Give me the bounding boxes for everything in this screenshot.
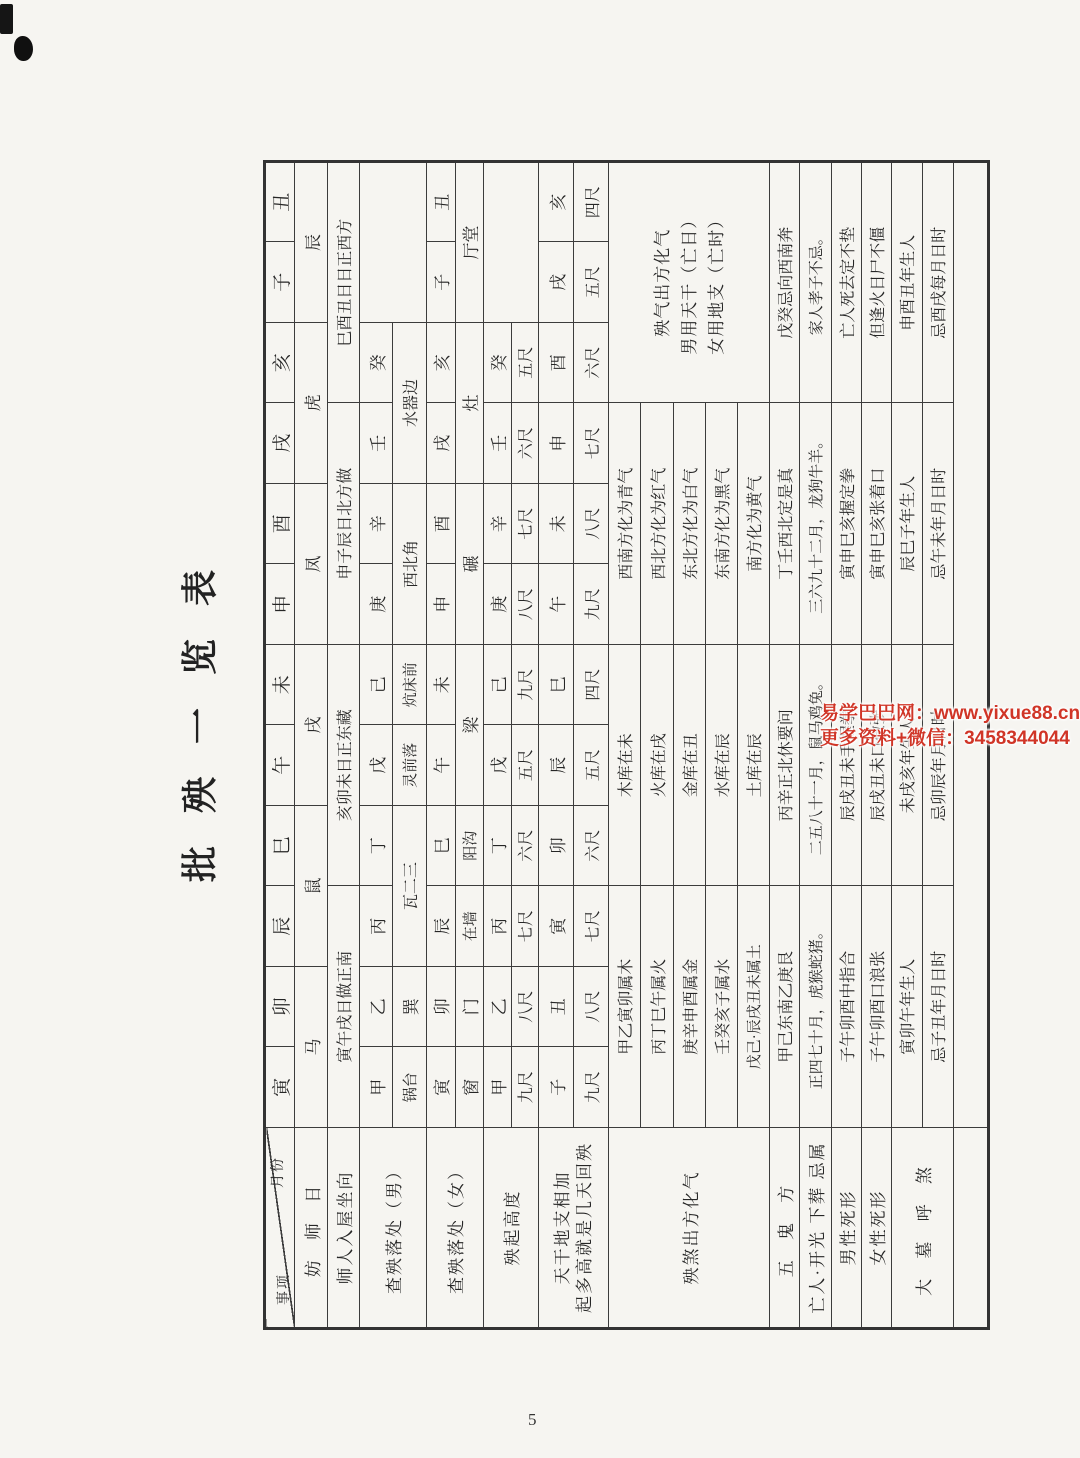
cell: 庚 — [360, 564, 393, 645]
row-zuoxiang — [328, 162, 360, 1329]
cell: 壬 — [360, 403, 393, 484]
cell: 东南方化为黑气 — [705, 403, 737, 645]
cell: 卯 — [426, 967, 455, 1048]
cell: 子 — [539, 1047, 574, 1128]
empty-cell — [953, 162, 988, 1128]
cell: 酉 — [426, 484, 455, 565]
cell: 家人孝子不忌。 — [800, 162, 832, 404]
cell: 丙 — [483, 886, 511, 967]
cell: 辰 — [426, 886, 455, 967]
cell: 丙丁巳午属火 — [641, 886, 673, 1128]
branch-header: 戌 — [265, 403, 295, 484]
note-line: 殃气出方化气 — [652, 228, 672, 337]
cell: 辰巳子年生人 — [892, 403, 922, 645]
cell: 亥 — [426, 323, 455, 404]
months-corner-label: 月份 — [271, 1156, 286, 1188]
cell: 乙 — [483, 967, 511, 1048]
cell: 戊己·辰戌丑未属土 — [737, 886, 769, 1128]
cell: 三六九十二月，龙狗牛羊。 — [800, 403, 832, 645]
cell: 寅卯午年生人 — [892, 886, 922, 1128]
cell: 八尺 — [574, 484, 609, 565]
cell: 九尺 — [511, 1047, 538, 1128]
branch-header: 午 — [265, 725, 295, 806]
cell: 八尺 — [511, 564, 538, 645]
cell: 炕床前 — [393, 645, 426, 726]
cell: 庚辛申酉属金 — [673, 886, 705, 1128]
cell: 寅申巳亥张着口 — [862, 403, 892, 645]
cell: 西北方化为红气 — [641, 403, 673, 645]
cell: 六尺 — [511, 806, 538, 887]
cell: 六尺 — [574, 806, 609, 887]
cell: 阳沟 — [455, 806, 483, 887]
branch-header: 申 — [265, 564, 295, 645]
cell: 灵前落 — [393, 725, 426, 806]
cell: 子午卯酉中指合 — [832, 886, 862, 1128]
branch-header: 辰 — [265, 886, 295, 967]
row-label-line2: 起多高就是几天回殃 — [574, 1142, 594, 1313]
cell: 七尺 — [574, 886, 609, 967]
cell: 卯 — [539, 806, 574, 887]
cell: 未戌亥年生人 — [892, 645, 922, 887]
cell: 七尺 — [511, 886, 538, 967]
branch-header: 丑 — [265, 162, 295, 243]
row-label: 亡人·开光 下葬 忌属 — [800, 1128, 832, 1329]
cell: 寅午戌日做正南 — [328, 886, 360, 1128]
cell: 癸 — [483, 323, 511, 404]
cell: 寅 — [426, 1047, 455, 1128]
cell: 五尺 — [574, 242, 609, 323]
cell: 壬癸亥子属水 — [705, 886, 737, 1128]
cell: 丑 — [426, 162, 455, 243]
cell: 四尺 — [574, 645, 609, 726]
cell: 虎 — [295, 323, 328, 484]
cell: 巳酉丑日日正西方 — [328, 162, 360, 404]
cell: 碾 — [455, 484, 483, 645]
row-label: 女性死形 — [862, 1128, 892, 1329]
cell: 子 — [426, 242, 455, 323]
cell: 八尺 — [511, 967, 538, 1048]
cell: 木库在未 — [609, 645, 641, 887]
cell: 六尺 — [574, 323, 609, 404]
cell: 忌酉戌每月日时 — [922, 162, 953, 404]
cell: 梁 — [455, 645, 483, 806]
scan-artifact — [14, 36, 33, 61]
cell: 申酉丑年生人 — [892, 162, 922, 404]
cell: 七尺 — [574, 403, 609, 484]
scan-artifact — [0, 4, 13, 34]
row-label: 师人入屋坐向 — [328, 1128, 360, 1329]
row-luochu-male-stems — [360, 162, 393, 1329]
header-row — [265, 162, 295, 1329]
cell: 金库在丑 — [673, 645, 705, 887]
cell: 九尺 — [511, 645, 538, 726]
cell: 五尺 — [511, 323, 538, 404]
cell: 鼠 — [295, 806, 328, 967]
cell: 水库在辰 — [705, 645, 737, 887]
huaqi-note-cell — [609, 162, 770, 404]
row-fangshiri — [295, 162, 328, 1329]
empty-cell — [360, 162, 426, 323]
cell: 甲 — [483, 1047, 511, 1128]
cell: 忌卯辰年月日时 — [922, 645, 953, 887]
cell: 丁壬西北定是真 — [769, 403, 799, 645]
row-label: 五 鬼 方 — [769, 1128, 799, 1329]
cell: 子午卯酉口浪张 — [862, 886, 892, 1128]
cell: 辰 — [539, 725, 574, 806]
cell: 戌 — [539, 242, 574, 323]
cell: 五尺 — [511, 725, 538, 806]
cell: 申 — [426, 564, 455, 645]
cell: 二五八十一月，鼠马鸡兔。 — [800, 645, 832, 887]
cell: 南方化为黄气 — [737, 403, 769, 645]
cell: 西南方化为青气 — [609, 403, 641, 645]
empty-cell — [953, 1128, 988, 1329]
row-label: 殃煞出方化气 — [609, 1128, 770, 1329]
cell: 亥卯未日正东藏 — [328, 645, 360, 887]
watermark — [820, 701, 1080, 751]
cell: 凤 — [295, 484, 328, 645]
watermark-line2: 更多资料+微信：3458344044 — [820, 728, 1070, 749]
cell: 甲己东南乙庚艮 — [769, 886, 799, 1128]
cell: 忌子丑年月日时 — [922, 886, 953, 1128]
watermark-line1: 易学巴巴网：www.yixue88.cn — [820, 703, 1080, 724]
cell: 亡人死去定不垫 — [832, 162, 862, 404]
cell: 八尺 — [574, 967, 609, 1048]
row-label: 殃起高度 — [483, 1128, 538, 1329]
row-huaqi-1 — [609, 162, 641, 1329]
note-line: 女用地支（亡时） — [706, 210, 726, 355]
cell: 马 — [295, 967, 328, 1128]
cell: 乙 — [360, 967, 393, 1048]
branch-header: 未 — [265, 645, 295, 726]
cell: 九尺 — [574, 1047, 609, 1128]
cell: 厅堂 — [455, 162, 483, 323]
row-wugui — [769, 162, 799, 1329]
cell: 未 — [426, 645, 455, 726]
cell: 壬 — [483, 403, 511, 484]
branch-header: 巳 — [265, 806, 295, 887]
cell: 巳 — [426, 806, 455, 887]
items-corner-label: 事项 — [277, 1273, 293, 1305]
cell: 土库在辰 — [737, 645, 769, 887]
cell: 但逢火日尸不僵 — [862, 162, 892, 404]
branch-header: 子 — [265, 242, 295, 323]
cell: 六尺 — [511, 403, 538, 484]
branch-header: 酉 — [265, 484, 295, 565]
cell: 寅申巳亥握定拳 — [832, 403, 862, 645]
cell: 辰戌丑未手握拳 — [832, 645, 862, 887]
cell: 戊 — [360, 725, 393, 806]
cell: 火库在戌 — [641, 645, 673, 887]
cell: 丁 — [360, 806, 393, 887]
cell: 未 — [539, 484, 574, 565]
row-label — [539, 1128, 609, 1329]
cell: 巽 — [393, 967, 426, 1048]
cell: 东北方化为白气 — [673, 403, 705, 645]
diagonal-header-cell — [265, 1128, 295, 1329]
cell: 丑 — [539, 967, 574, 1048]
cell: 辛 — [483, 484, 511, 565]
cell: 庚 — [483, 564, 511, 645]
row-tiangan-branches — [539, 162, 574, 1329]
cell: 寅 — [539, 886, 574, 967]
cell: 申子辰日北方做 — [328, 403, 360, 645]
cell: 瓦二三 — [393, 806, 426, 967]
cell: 忌午未年月日时 — [922, 403, 953, 645]
cell: 四尺 — [574, 162, 609, 243]
cell: 甲乙寅卯属木 — [609, 886, 641, 1128]
branch-header: 亥 — [265, 323, 295, 404]
row-label: 查殃落处（男） — [360, 1128, 426, 1329]
cell: 在墙 — [455, 886, 483, 967]
cell: 五尺 — [574, 725, 609, 806]
cell: 亥 — [539, 162, 574, 243]
cell: 丁 — [483, 806, 511, 887]
row-luochu-female-branches — [426, 162, 455, 1329]
row-label: 妨 师 日 — [295, 1128, 328, 1329]
cell: 辛 — [360, 484, 393, 565]
page-number: 5 — [528, 1410, 537, 1429]
cell: 辰戌丑未口微张 — [862, 645, 892, 887]
cell: 丙辛正北休要问 — [769, 645, 799, 887]
cell: 戊 — [483, 725, 511, 806]
cell: 巳 — [539, 645, 574, 726]
cell: 戌 — [295, 645, 328, 806]
cell: 丙 — [360, 886, 393, 967]
empty-cell — [483, 162, 538, 323]
cell: 申 — [539, 403, 574, 484]
cell: 午 — [539, 564, 574, 645]
cell: 甲 — [360, 1047, 393, 1128]
cell: 己 — [483, 645, 511, 726]
row-label-line1: 天干地支相加 — [553, 1170, 573, 1285]
cell: 癸 — [360, 323, 393, 404]
cell: 辰 — [295, 162, 328, 323]
branch-header: 寅 — [265, 1047, 295, 1128]
cell: 锅台 — [393, 1047, 426, 1128]
page-title: 批 殃 一 览 表 — [180, 557, 220, 882]
cell: 酉 — [539, 323, 574, 404]
cell: 窗 — [455, 1047, 483, 1128]
branch-header: 卯 — [265, 967, 295, 1048]
cell: 午 — [426, 725, 455, 806]
cell: 戌 — [426, 403, 455, 484]
row-label: 查殃落处（女） — [426, 1128, 483, 1329]
cell: 西北角 — [393, 484, 426, 645]
cell: 灶 — [455, 323, 483, 484]
row-yanggao-stems — [483, 162, 511, 1329]
cell: 九尺 — [574, 564, 609, 645]
row-label: 男性死形 — [832, 1128, 862, 1329]
cell: 门 — [455, 967, 483, 1048]
cell: 正四七十月，虎猴蛇猪。 — [800, 886, 832, 1128]
cell: 七尺 — [511, 484, 538, 565]
cell: 水器边 — [393, 323, 426, 484]
cell: 己 — [360, 645, 393, 726]
row-label: 大 墓 呼 煞 — [892, 1128, 953, 1329]
note-line: 男用天干（亡日） — [679, 210, 699, 355]
cell: 戊癸忌向西南奔 — [769, 162, 799, 404]
